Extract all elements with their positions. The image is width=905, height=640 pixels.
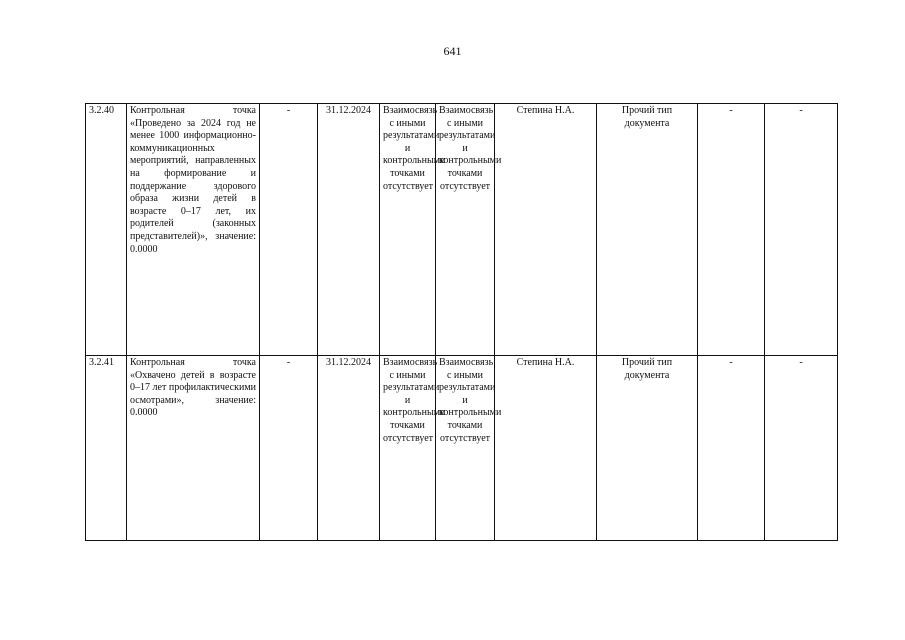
- end-date: 31.12.2024: [318, 356, 380, 541]
- control-points-table: [85, 103, 838, 541]
- end-date: 31.12.2024: [318, 104, 380, 356]
- start-date: -: [260, 104, 318, 356]
- table-row: [86, 104, 838, 356]
- responsible-person: Степина Н.А.: [495, 356, 597, 541]
- link-previous: Взаимосвязь с иными результатами и контрольными точками отсутствует: [380, 356, 436, 541]
- document-type: Прочий тип документа: [597, 356, 698, 541]
- column-9-value: -: [698, 356, 765, 541]
- control-point-name: Контрольная точка «Проведено за 2024 год не менее 1000 информационно-коммуникационных мероприятий, направленных на формирование и поддержание здорового образа жизни детей в возрасте 0–17 лет, их родителей (законных представителей)», значение: 0.0000: [127, 104, 260, 356]
- column-10-value: -: [765, 104, 838, 356]
- document-type: Прочий тип документа: [597, 104, 698, 356]
- table-row: [86, 356, 838, 541]
- control-point-name: Контрольная точка «Охвачено детей в возрасте 0–17 лет профилактическими осмотрами», значение: 0.0000: [127, 356, 260, 541]
- link-previous: Взаимосвязь с иными результатами и контрольными точками отсутствует: [380, 104, 436, 356]
- responsible-person: Степина Н.А.: [495, 104, 597, 356]
- link-next: Взаимосвязь с иными результатами и контрольными точками отсутствует: [436, 104, 495, 356]
- link-next: Взаимосвязь с иными результатами и контрольными точками отсутствует: [436, 356, 495, 541]
- start-date: -: [260, 356, 318, 541]
- row-number: 3.2.41: [86, 356, 127, 541]
- column-10-value: -: [765, 356, 838, 541]
- page-number: 641: [443, 44, 462, 58]
- column-9-value: -: [698, 104, 765, 356]
- row-number: 3.2.40: [86, 104, 127, 356]
